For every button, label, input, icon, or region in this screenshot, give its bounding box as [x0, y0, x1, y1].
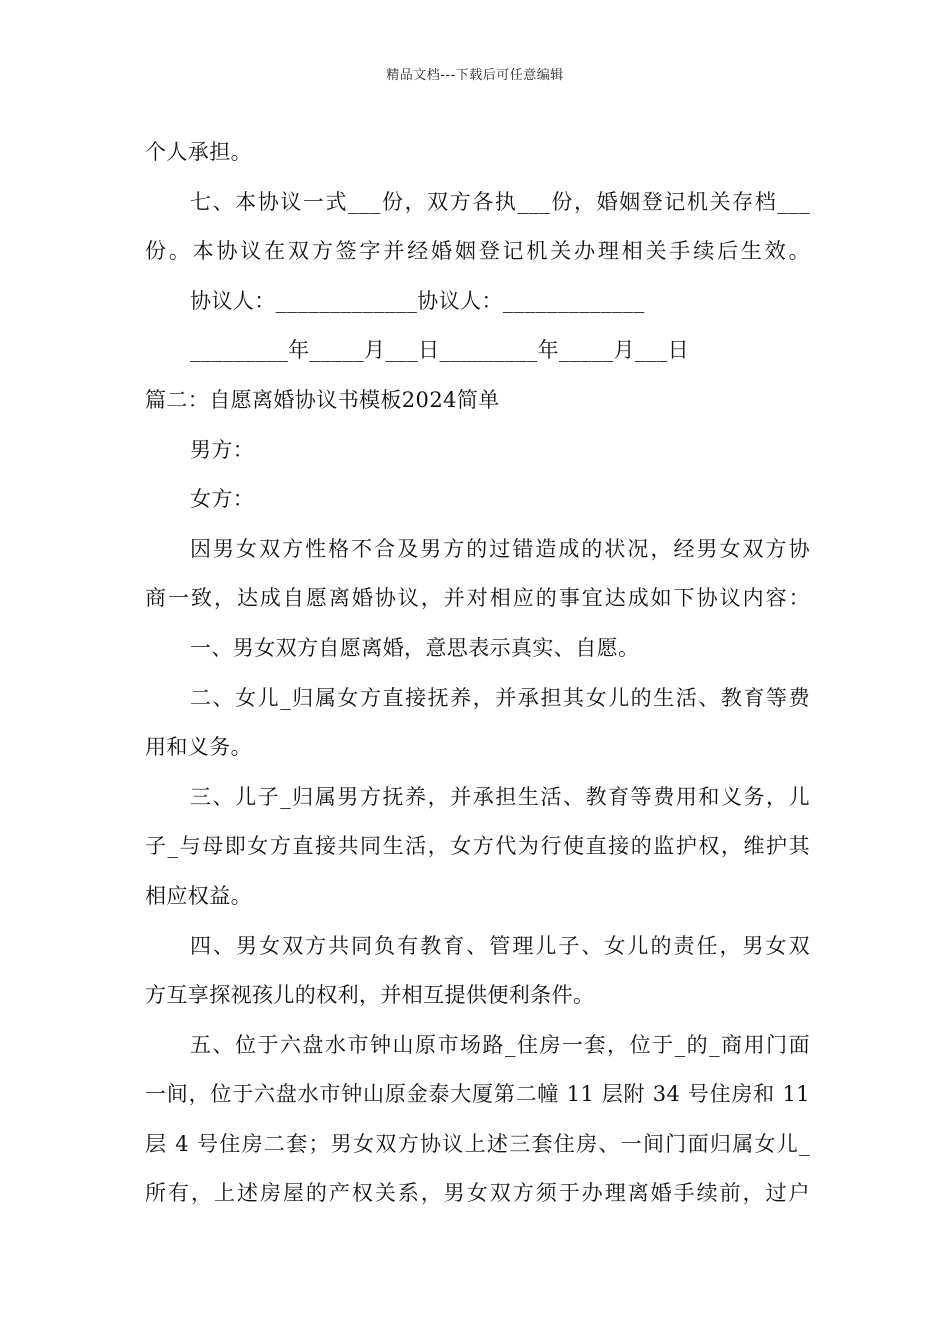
clause-line: 所有，上述房屋的产权关系，男女双方须于办理离婚手续前，过户 [145, 1181, 810, 1206]
clause-line: 四、男女双方共同负有教育、管理儿子、女儿的责任，男女双 [190, 933, 810, 958]
paragraph-line: 商一致，达成自愿离婚协议，并对相应的事宜达成如下协议内容： [145, 586, 810, 611]
clause-line: 层 4 号住房二套；男女双方协议上述三套住房、一间门面归属女儿_ [145, 1131, 810, 1156]
paragraph-line: 个人承担。 [145, 140, 252, 164]
clause-line: 子_与母即女方直接共同生活，女方代为行使直接的监护权，维护其 [145, 834, 810, 859]
clause-line: 用和义务。 [145, 735, 252, 760]
signature-line: 协议人：_____________协议人：_____________ [190, 288, 645, 313]
clause-line: 相应权益。 [145, 883, 252, 908]
paragraph-line: 份。本协议在双方签字并经婚姻登记机关办理相关手续后生效。 [145, 239, 810, 264]
clause-line: 方互享探视孩儿的权利，并相互提供便利条件。 [145, 983, 595, 1008]
clause-line: 五、位于六盘水市钟山原市场路_住房一套，位于_的_商用门面 [190, 1032, 810, 1057]
clause-line: 一、男女双方自愿离婚，意思表示真实、自愿。 [190, 635, 640, 660]
date-line: _________年_____月___日_________年_____月___日 [190, 338, 689, 363]
section-title: 篇二：自愿离婚协议书模板2024简单 [145, 387, 500, 412]
clause-line: 三、儿子_归属男方抚养，并承担生活、教育等费用和义务，儿 [190, 784, 810, 809]
party-female-label: 女方： [190, 487, 255, 512]
clause-line: 二、女儿_归属女方直接抚养，并承担其女儿的生活、教育等费 [190, 685, 810, 710]
party-male-label: 男方： [190, 437, 255, 462]
page-header: 精品文档---下载后可任意编辑 [386, 68, 564, 83]
document-body [145, 128, 810, 1219]
clause-line: 一间，位于六盘水市钟山原金泰大厦第二幢 11 层附 34 号住房和 11 [145, 1082, 810, 1107]
paragraph-line: 七、本协议一式___份，双方各执___份，婚姻登记机关存档___ [190, 189, 810, 214]
paragraph-line: 因男女双方性格不合及男方的过错造成的状况，经男女双方协 [190, 536, 810, 561]
